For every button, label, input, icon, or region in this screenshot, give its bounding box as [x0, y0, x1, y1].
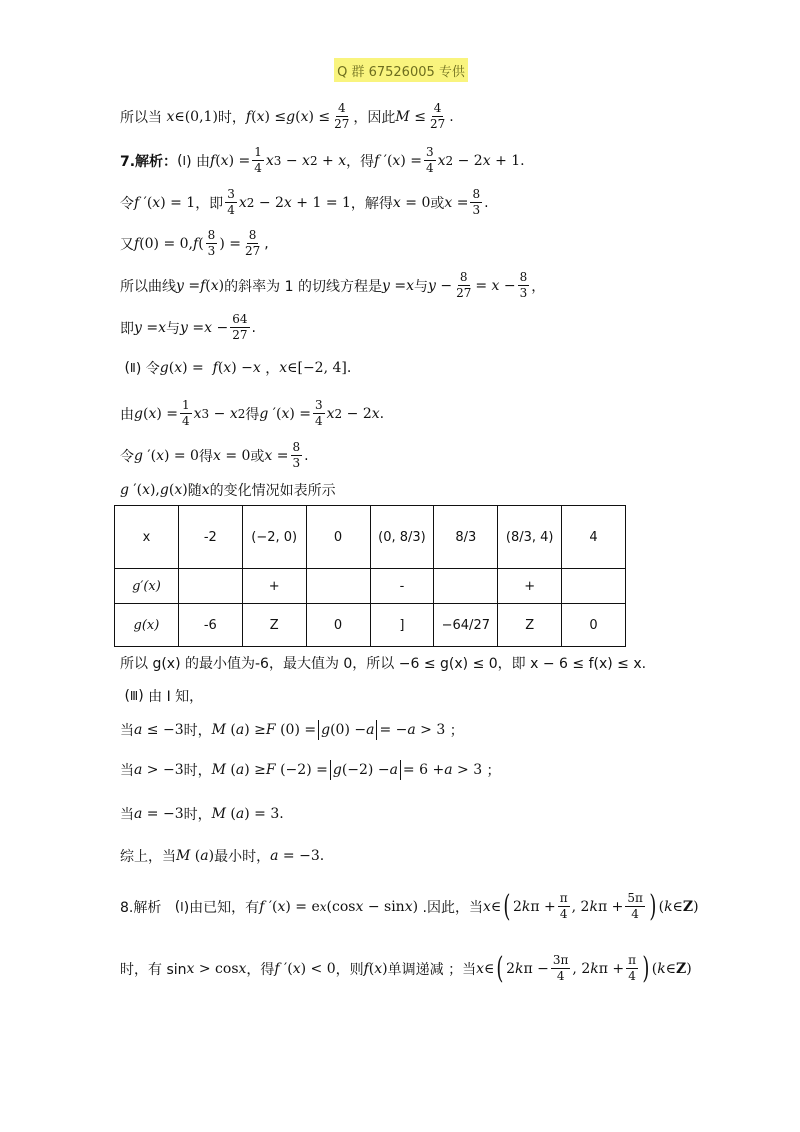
table-cell: 0: [306, 604, 370, 647]
table-cell: −64/27: [434, 604, 498, 647]
table-row: [115, 506, 626, 569]
variation-table: [114, 505, 626, 647]
table-cell: (−2, 0): [242, 506, 306, 569]
line-7: ( Ⅱ ) 令 g ( x ) = f ( x ) − x ， x ∈[−2, 4].: [120, 360, 352, 377]
table-cell: Z: [498, 604, 562, 647]
table-cell: +: [242, 569, 306, 604]
table-cell: -: [370, 569, 434, 604]
line-4: 又 f (0) = 0, f ( $\frac{8}{3}$ ) = $\frac{8}{27}$ ,: [120, 228, 269, 258]
line-17: 8.解析 ( Ⅰ )由已知，有 f ′( x ) = e x (cos x − sin x ) .因此，当 x ∈ ( 2 k π + $\frac{\pi}{4}$ , 2 k π + $\frac{5\pi}{4}$ ) ( k ∈Z): [120, 888, 699, 924]
line-13: 当 a ≤ −3 时， M ( a ) ≥ F (0) = g (0) − a = − a > 3 ；: [120, 722, 464, 739]
line-1: 所以当 x ∈(0,1) 时， f ( x ) ≤ g ( x ) ≤ $\frac{4}{27}$ ，因此 M ≤ $\frac{4}{27}$ .: [120, 101, 454, 131]
line-2: 7.解析： ( Ⅰ ) 由 f ( x ) = $\frac{1}{4}$ x 3 − x 2 + x ，得 f ′( x ) = $\frac{3}{4}$ x 2 − 2 x + 1.: [120, 145, 525, 175]
table-cell: 0: [306, 506, 370, 569]
line-12: ( Ⅲ ) 由 Ⅰ 知，: [120, 688, 204, 705]
line-9: 令 g ′( x ) = 0 得 x = 0 或 x = $\frac{8}{3}$ .: [120, 440, 309, 470]
line-14: 当 a > −3 时， M ( a ) ≥ F (−2) = g (−2) − a = 6 + a > 3 ；: [120, 762, 501, 779]
line-15: 当 a = −3 时， M ( a ) = 3.: [120, 806, 284, 823]
table-cell: [434, 569, 498, 604]
line-10: g ′( x ), g ( x ) 随 x 的变化情况如表所示: [120, 482, 336, 499]
line-3: 令 f ′( x ) = 1 ，即 $\frac{3}{4}$ x 2 − 2 x + 1 = 1 ，解得 x = 0 或 x = $\frac{8}{3}$ .: [120, 187, 489, 217]
table-cell: +: [498, 569, 562, 604]
line-18: 时，有 sin x > cos x ，得 f ′( x ) < 0 ，则 f ( x ) 单调递减 ；当 x ∈ ( 2 k π − $\frac{3\pi}{4}$ , 2 k π + $\frac{\pi}{4}$ ) ( k ∈Z): [120, 950, 692, 986]
table-row: [115, 604, 626, 647]
table-cell: [562, 569, 626, 604]
table-cell: x: [115, 506, 179, 569]
table-row: [115, 569, 626, 604]
line-8: 由 g ( x ) = $\frac{1}{4}$ x 3 − x 2 得 g ′( x ) = $\frac{3}{4}$ x 2 − 2 x .: [120, 398, 385, 428]
table-cell: 0: [562, 604, 626, 647]
table-cell: 4: [562, 506, 626, 569]
line-5: 所以曲线 y = f ( x ) 的斜率为 1 的切线方程是 y = x 与 y − $\frac{8}{27}$ = x − $\frac{8}{3}$ ，: [120, 270, 546, 300]
table-cell: ]: [370, 604, 434, 647]
line-6: 即 y = x 与 y = x − $\frac{64}{27}$ .: [120, 312, 256, 342]
table-cell: g′(x): [115, 569, 179, 604]
table-cell: g(x): [115, 604, 179, 647]
table-cell: [306, 569, 370, 604]
table-cell: (8/3, 4): [498, 506, 562, 569]
table-cell: 8/3: [434, 506, 498, 569]
table-cell: -2: [178, 506, 242, 569]
table-cell: (0, 8/3): [370, 506, 434, 569]
table-cell: -6: [178, 604, 242, 647]
table-cell: Z: [242, 604, 306, 647]
table-cell: [178, 569, 242, 604]
line-11: 所以 g(x) 的最小值为-6，最大值为 0，所以 −6 ≤ g(x) ≤ 0，即 x − 6 ≤ f(x) ≤ x.: [120, 656, 647, 672]
group-banner: Q 群 67526005 专供: [334, 58, 468, 82]
line-16: 综上，当 M ( a ) 最小时， a = −3.: [120, 848, 325, 865]
